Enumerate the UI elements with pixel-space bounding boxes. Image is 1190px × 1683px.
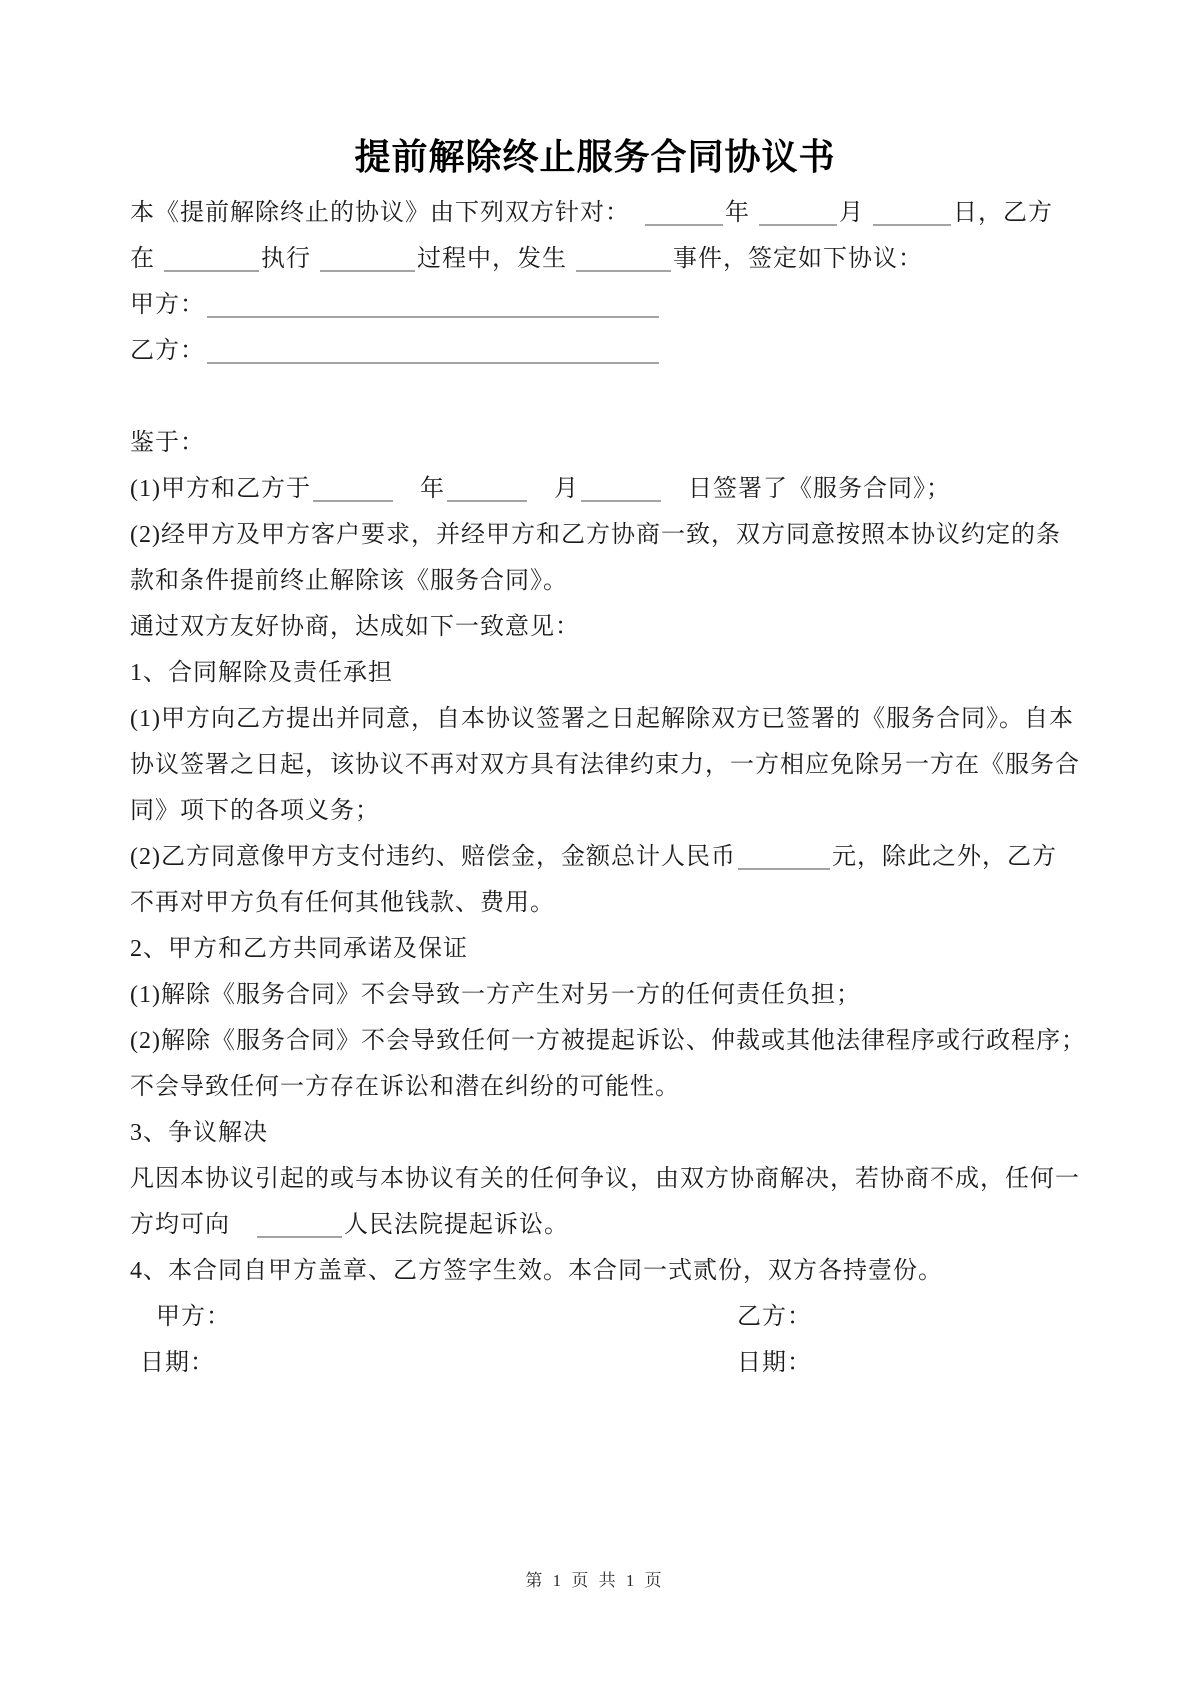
text-run: (1)甲方向乙方提出并同意，自本协议签署之日起解除双方已签署的《服务合同》。自本: [130, 706, 1074, 732]
text-run: 在: [130, 246, 162, 272]
fill-in-blank: [738, 868, 830, 870]
intro-line-2: [130, 236, 1060, 282]
fill-in-blank: [257, 1236, 342, 1238]
text-run: 通过双方友好协商，达成如下一致意见：: [130, 614, 580, 640]
clause-1-heading: [130, 650, 1060, 696]
text-run: 同》项下的各项义务；: [130, 798, 380, 824]
intro-line-1: [130, 190, 1060, 236]
page-footer: 第 1 页 共 1 页: [525, 1571, 665, 1590]
party-b-signature-label: 乙方：: [737, 1304, 812, 1330]
text-run: 本《提前解除终止的协议》由下列双方针对：: [130, 200, 643, 226]
clause-1-item-1-line-1: [130, 696, 1074, 742]
clause-3-line-1: [130, 1156, 1080, 1202]
document-title: 提前解除终止服务合同协议书: [354, 137, 836, 177]
spacer-line: [130, 374, 1060, 420]
signature-row: [130, 1340, 1060, 1386]
fill-in-blank: [759, 224, 837, 226]
text-run: 月: [528, 476, 579, 502]
consensus-line: [130, 604, 1060, 650]
text-run: (2)解除《服务合同》不会导致任何一方被提起诉讼、仲裁或其他法律程序或行政程序；: [130, 1028, 1086, 1054]
text-run: 年: [725, 200, 757, 226]
text-run: 协议签署之日起，该协议不再对双方具有法律约束力，一方相应免除另一方在《服务合: [130, 752, 1080, 778]
clause-3-line-2: [130, 1202, 1060, 1248]
text-run: 2、甲方和乙方共同承诺及保证: [130, 936, 468, 962]
fill-in-blank: [581, 500, 661, 502]
signature-row: [130, 1294, 1060, 1340]
text-run: 不会导致任何一方存在诉讼和潜在纠纷的可能性。: [130, 1074, 680, 1100]
clause-1-item-1-line-3: [130, 788, 1060, 834]
signature-block: [130, 1294, 1060, 1386]
text-run: 事件，签定如下协议：: [673, 246, 923, 272]
whereas-item-2-line-1: [130, 512, 1060, 558]
clause-2-item-1: [130, 972, 1060, 1018]
text-run: 鉴于：: [130, 430, 205, 456]
document-body: [130, 190, 1086, 1294]
text-run: (2)乙方同意像甲方支付违约、赔偿金，金额总计人民币: [130, 844, 736, 870]
text-run: 3、争议解决: [130, 1120, 268, 1146]
text-run: 元，除此之外，乙方: [831, 844, 1057, 870]
text-run: 日签署了《服务合同》；: [662, 476, 951, 502]
fill-in-blank: [207, 316, 659, 318]
text-run: 不再对甲方负有任何其他钱款、费用。: [130, 890, 555, 916]
fill-in-blank: [447, 500, 527, 502]
party-b-line: [130, 328, 1060, 374]
text-run: 方均可向: [130, 1212, 255, 1238]
fill-in-blank: [207, 362, 659, 364]
party-b-date-label: 日期：: [737, 1350, 812, 1376]
text-run: 甲方：: [130, 292, 205, 318]
text-run: 乙方：: [130, 338, 205, 364]
text-run: 过程中，发生: [417, 246, 574, 272]
text-run: 日，乙方: [953, 200, 1053, 226]
clause-2-heading: [130, 926, 1060, 972]
clause-3-heading: [130, 1110, 1060, 1156]
fill-in-blank: [164, 270, 259, 272]
whereas-heading: [130, 420, 1060, 466]
party-a-line: [130, 282, 1060, 328]
clause-1-item-1-line-2: [130, 742, 1080, 788]
party-a-signature-label: 甲方：: [156, 1304, 231, 1330]
clause-1-item-2-line-2: [130, 880, 1060, 926]
text-run: (1)甲方和乙方于: [130, 476, 311, 502]
fill-in-blank: [873, 224, 951, 226]
fill-in-blank: [645, 224, 723, 226]
text-run: 凡因本协议引起的或与本协议有关的任何争议，由双方协商解决，若协商不成，任何一: [130, 1166, 1080, 1192]
text-run: 年: [394, 476, 445, 502]
text-run: 1、合同解除及责任承担: [130, 660, 393, 686]
clause-2-item-2-line-1: [130, 1018, 1086, 1064]
text-run: 执行: [261, 246, 318, 272]
text-run: 款和条件提前终止解除该《服务合同》。: [130, 568, 568, 594]
text-run: 月: [839, 200, 871, 226]
whereas-item-2-line-2: [130, 558, 1060, 604]
text-run: (2)经甲方及甲方客户要求，并经甲方和乙方协商一致，双方同意按照本协议约定的条: [130, 522, 1061, 548]
fill-in-blank: [313, 500, 393, 502]
party-a-date-label: 日期：: [140, 1350, 215, 1376]
text-run: 人民法院提起诉讼。: [344, 1212, 569, 1238]
clause-4-line: [130, 1248, 1060, 1294]
fill-in-blank: [320, 270, 415, 272]
clause-2-item-2-line-2: [130, 1064, 1060, 1110]
text-run: (1)解除《服务合同》不会导致一方产生对另一方的任何责任负担；: [130, 982, 861, 1008]
clause-1-item-2-line-1: [130, 834, 1060, 880]
text-run: 4、本合同自甲方盖章、乙方签字生效。本合同一式贰份，双方各持壹份。: [130, 1258, 943, 1284]
whereas-item-1: [130, 466, 1060, 512]
fill-in-blank: [576, 270, 671, 272]
